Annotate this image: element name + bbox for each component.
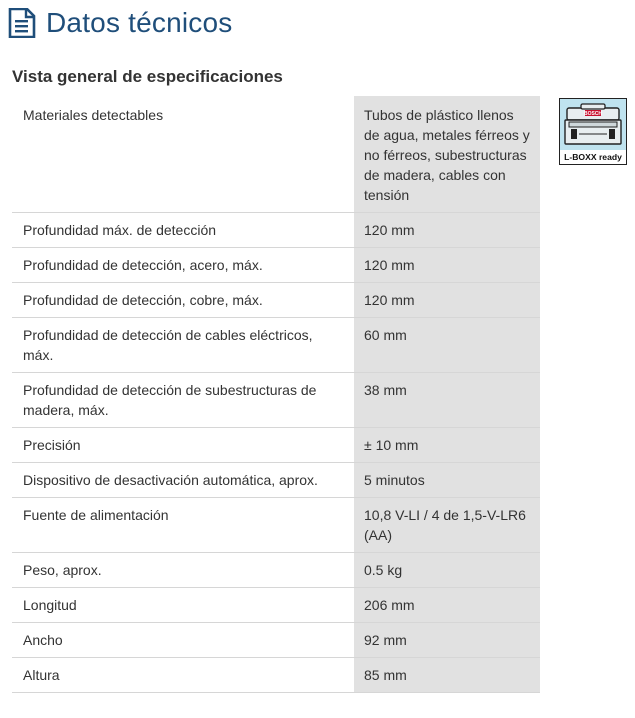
spec-label: Dispositivo de desactivación automática, aprox. <box>12 463 354 498</box>
page-header <box>8 5 232 41</box>
spec-value: Tubos de plástico llenos de agua, metales férreos y no férreos, subestructuras de madera, cables con tensión <box>354 96 540 213</box>
spec-row <box>12 96 540 213</box>
spec-label: Profundidad de detección de subestructuras de madera, máx. <box>12 373 354 428</box>
spec-label: Profundidad de detección, acero, máx. <box>12 248 354 283</box>
badge-brand: BOSCH <box>583 111 603 117</box>
spec-row <box>12 553 540 588</box>
spec-value: 0.5 kg <box>354 553 540 588</box>
spec-row <box>12 498 540 553</box>
spec-value: 38 mm <box>354 373 540 428</box>
spec-label: Profundidad máx. de detección <box>12 213 354 248</box>
spec-label: Profundidad de detección, cobre, máx. <box>12 283 354 318</box>
spec-row <box>12 623 540 658</box>
spec-value: 85 mm <box>354 658 540 693</box>
spec-row <box>12 318 540 373</box>
spec-value: 60 mm <box>354 318 540 373</box>
lboxx-ready-badge <box>559 98 627 165</box>
badge-label: L-BOXX ready <box>564 152 622 162</box>
spec-row <box>12 213 540 248</box>
spec-row <box>12 373 540 428</box>
spec-row <box>12 428 540 463</box>
spec-row <box>12 658 540 693</box>
spec-table <box>12 96 540 693</box>
spec-value: 120 mm <box>354 248 540 283</box>
spec-value: 120 mm <box>354 213 540 248</box>
spec-label: Longitud <box>12 588 354 623</box>
page-title: Datos técnicos <box>46 7 233 38</box>
spec-label: Altura <box>12 658 354 693</box>
spec-value: 206 mm <box>354 588 540 623</box>
spec-row <box>12 248 540 283</box>
spec-value: 120 mm <box>354 283 540 318</box>
section-title: Vista general de especificaciones <box>12 67 283 86</box>
spec-row <box>12 283 540 318</box>
lboxx-case-icon <box>565 104 621 144</box>
spec-label: Materiales detectables <box>12 96 354 213</box>
spec-label: Precisión <box>12 428 354 463</box>
spec-value: 5 minutos <box>354 463 540 498</box>
spec-value: 92 mm <box>354 623 540 658</box>
spec-value: 10,8 V-LI / 4 de 1,5-V-LR6 (AA) <box>354 498 540 553</box>
spec-label: Fuente de alimentación <box>12 498 354 553</box>
spec-label: Peso, aprox. <box>12 553 354 588</box>
spec-label: Ancho <box>12 623 354 658</box>
spec-label: Profundidad de detección de cables eléctricos, máx. <box>12 318 354 373</box>
spec-value: ± 10 mm <box>354 428 540 463</box>
spec-row <box>12 463 540 498</box>
document-icon <box>8 8 36 38</box>
spec-row <box>12 588 540 623</box>
